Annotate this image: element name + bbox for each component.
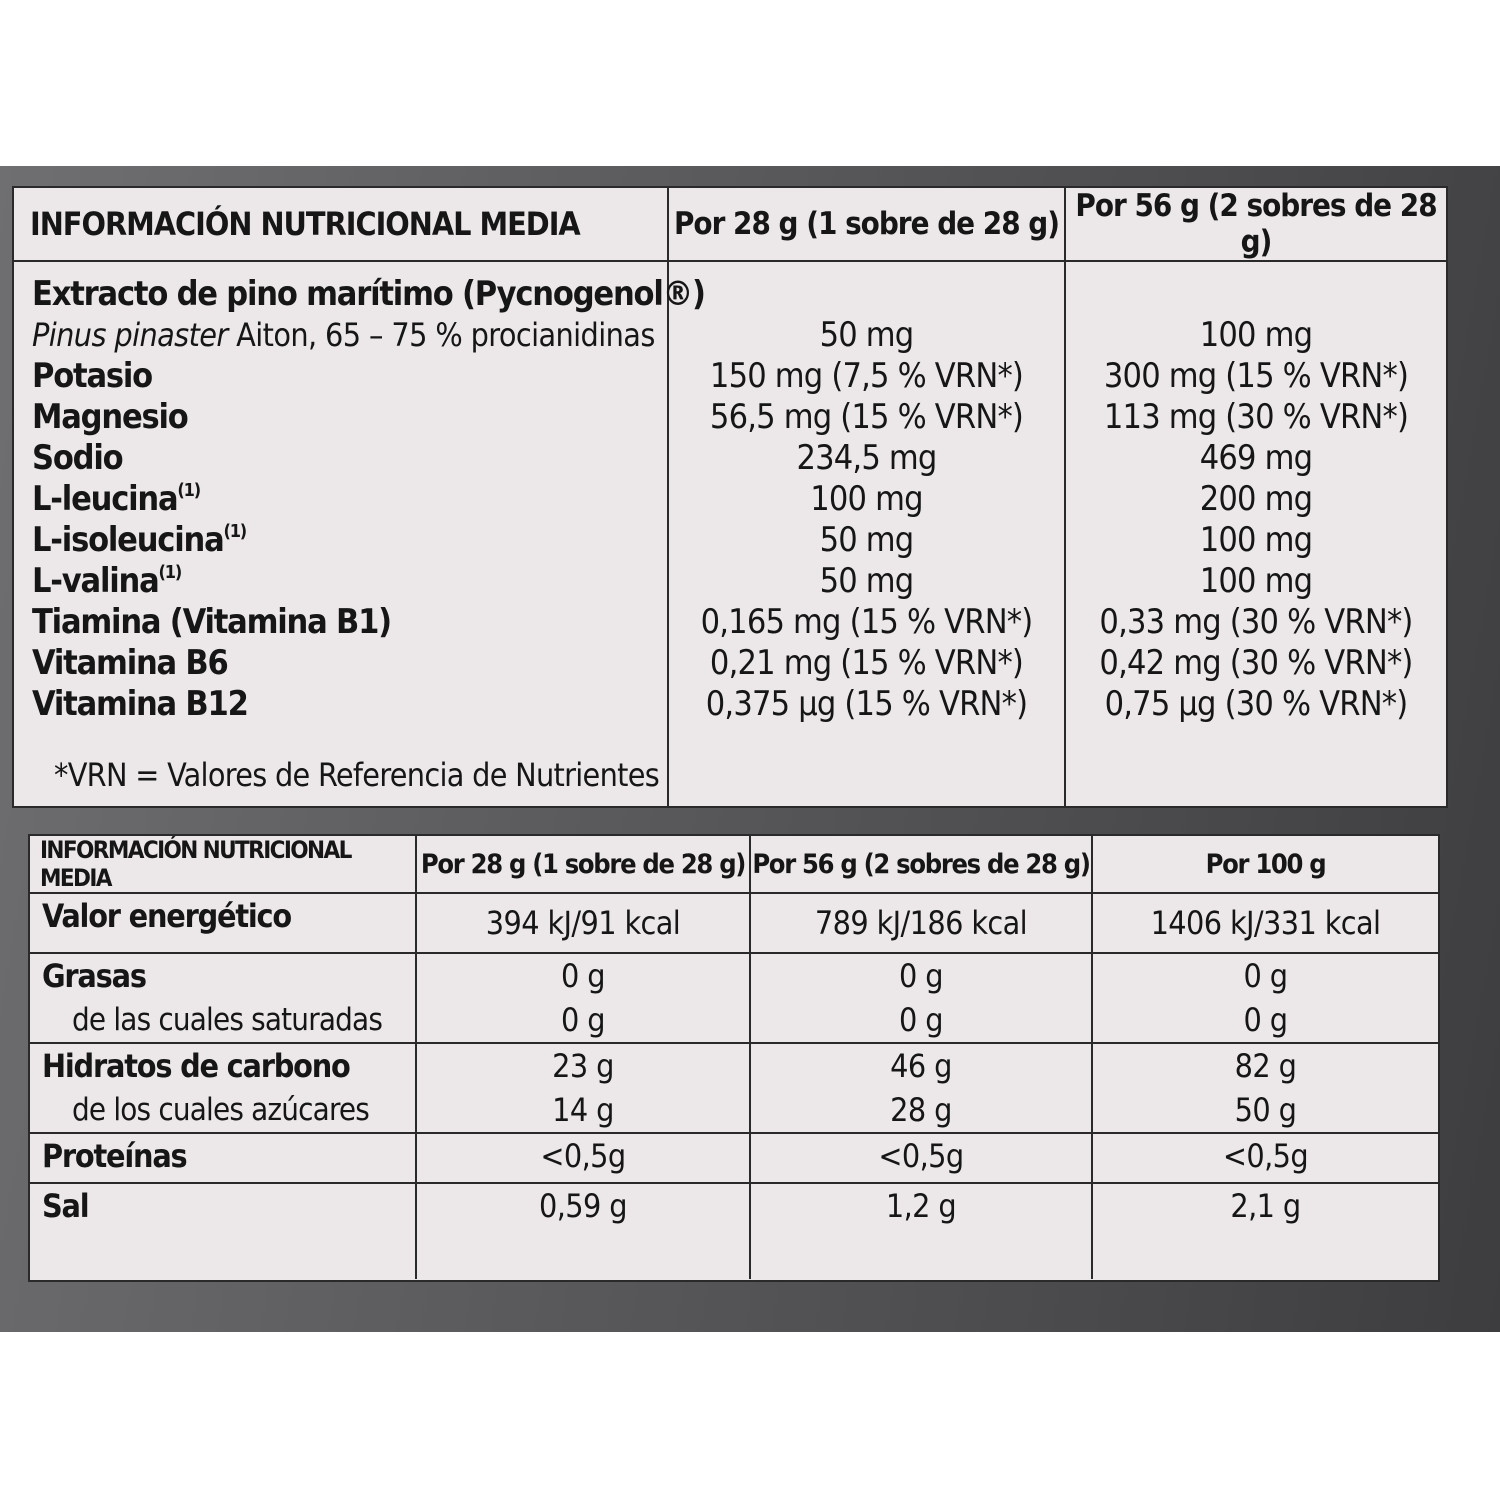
cell-value: 1,2 g xyxy=(750,1183,1092,1279)
nutrient-value: 100 mg xyxy=(1199,315,1313,355)
nutrient-name: Extracto de pino marítimo (Pycnogenol®) xyxy=(32,274,705,314)
column-header-56g: Por 56 g (2 sobres de 28 g) xyxy=(750,836,1092,893)
cell-value: <0,5g xyxy=(1092,1133,1438,1183)
nutrient-value: 0,165 mg (15 % VRN*) xyxy=(700,602,1033,642)
nutrient-subtitle xyxy=(32,315,667,356)
cell-value: 46 g 28 g xyxy=(750,1043,1092,1133)
nutrient-value: 469 mg xyxy=(1199,438,1313,478)
cell-value: <0,5g xyxy=(416,1133,750,1183)
cell-value: 0 g 0 g xyxy=(1092,953,1438,1043)
cell-value: 0 g 0 g xyxy=(416,953,750,1043)
values-column-56g xyxy=(1065,261,1446,808)
nutrient-value: 0,42 mg (30 % VRN*) xyxy=(1099,643,1413,683)
values-column-28g xyxy=(668,261,1065,808)
nutrient-value: 100 mg xyxy=(1199,561,1313,601)
nutrient-name: Sodio xyxy=(32,438,123,478)
nutrient-value: 0,75 µg (30 % VRN*) xyxy=(1104,684,1408,724)
cell-value: 789 kJ/186 kcal xyxy=(750,893,1092,953)
row-label: Hidratos de carbono de los cuales azúcares xyxy=(30,1043,416,1133)
cell-value: 0,59 g xyxy=(416,1183,750,1279)
row-label: Proteínas xyxy=(30,1133,416,1183)
table-row-carbs xyxy=(30,1043,1438,1133)
nutrient-value: 200 mg xyxy=(1199,479,1313,519)
row-label: Grasas de las cuales saturadas xyxy=(30,953,416,1043)
table-row-energy xyxy=(30,893,1438,953)
nutrient-name: L-leucina$^{(1)}$ xyxy=(32,479,200,519)
nutrient-name: L-valina$^{(1)}$ xyxy=(32,561,182,601)
nutrient-name: Vitamina B6 xyxy=(32,643,228,683)
row-label: Sal xyxy=(30,1183,416,1279)
cell-value: <0,5g xyxy=(750,1133,1092,1183)
nutrient-value: 113 mg (30 % VRN*) xyxy=(1103,397,1409,437)
nutrient-names-column xyxy=(14,261,705,808)
nutrient-value: 300 mg (15 % VRN*) xyxy=(1103,356,1409,396)
column-header-28g: Por 28 g (1 sobre de 28 g) xyxy=(416,836,750,893)
nutrient-value: 56,5 mg (15 % VRN*) xyxy=(709,397,1024,437)
table-row-salt xyxy=(30,1183,1438,1279)
nutrient-value: 50 mg xyxy=(819,315,914,355)
nutrient-name: Tiamina (Vitamina B1) xyxy=(32,602,391,642)
table-row-protein xyxy=(30,1133,1438,1183)
cell-value: 394 kJ/91 kcal xyxy=(416,893,750,953)
footnote-marker: (1) xyxy=(223,521,246,542)
nutrient-name: Potasio xyxy=(32,356,152,396)
cell-value: 82 g 50 g xyxy=(1092,1043,1438,1133)
cell-value: 1406 kJ/331 kcal xyxy=(1092,893,1438,953)
nutrient-value: 0,33 mg (30 % VRN*) xyxy=(1099,602,1413,642)
column-header-28g: Por 28 g (1 sobre de 28 g) xyxy=(668,188,1065,261)
nutrient-name: Vitamina B12 xyxy=(32,684,248,724)
nutrient-value: 150 mg (7,5 % VRN*) xyxy=(709,356,1024,396)
species-detail: Aiton, 65 – 75 % procianidinas xyxy=(227,316,655,354)
cell-value: 2,1 g xyxy=(1092,1183,1438,1279)
column-header-100g: Por 100 g xyxy=(1092,836,1438,893)
nutrient-value: 234,5 mg xyxy=(796,438,937,478)
footnote: *VRN = Valores de Referencia de Nutrientes xyxy=(54,756,660,794)
nutrition-table-bottom xyxy=(30,836,1438,1279)
table-title: INFORMACIÓN NUTRICIONAL MEDIA xyxy=(14,188,668,261)
nutrient-value: 100 mg xyxy=(1199,520,1313,560)
nutrient-value: 50 mg xyxy=(819,520,914,560)
column-header-56g: Por 56 g (2 sobres de 28 g) xyxy=(1065,188,1446,261)
nutrient-name: L-isoleucina$^{(1)}$ xyxy=(32,520,246,560)
nutrient-value: 0,21 mg (15 % VRN*) xyxy=(709,643,1024,683)
nutrition-label-top xyxy=(12,186,1448,808)
nutrient-value: 0,375 µg (15 % VRN*) xyxy=(705,684,1028,724)
nutrition-label-bottom xyxy=(28,834,1440,1282)
nutrient-value: 50 mg xyxy=(819,561,914,601)
row-label: Valor energético xyxy=(30,893,416,953)
table-header-row xyxy=(30,836,1438,893)
species-name: Pinus pinaster xyxy=(32,316,228,354)
footnote-marker: (1) xyxy=(158,562,182,583)
table-header-row xyxy=(14,188,1446,261)
cell-value: 23 g 14 g xyxy=(416,1043,750,1133)
table-body-row xyxy=(14,261,1446,808)
nutrition-table-top xyxy=(14,188,1446,808)
nutrient-value: 100 mg xyxy=(810,479,923,519)
table-row-fats xyxy=(30,953,1438,1043)
footnote-marker: (1) xyxy=(177,480,200,501)
cell-value: 0 g 0 g xyxy=(750,953,1092,1043)
table-title: INFORMACIÓN NUTRICIONAL MEDIA xyxy=(30,836,416,893)
nutrient-name: Magnesio xyxy=(32,397,188,437)
